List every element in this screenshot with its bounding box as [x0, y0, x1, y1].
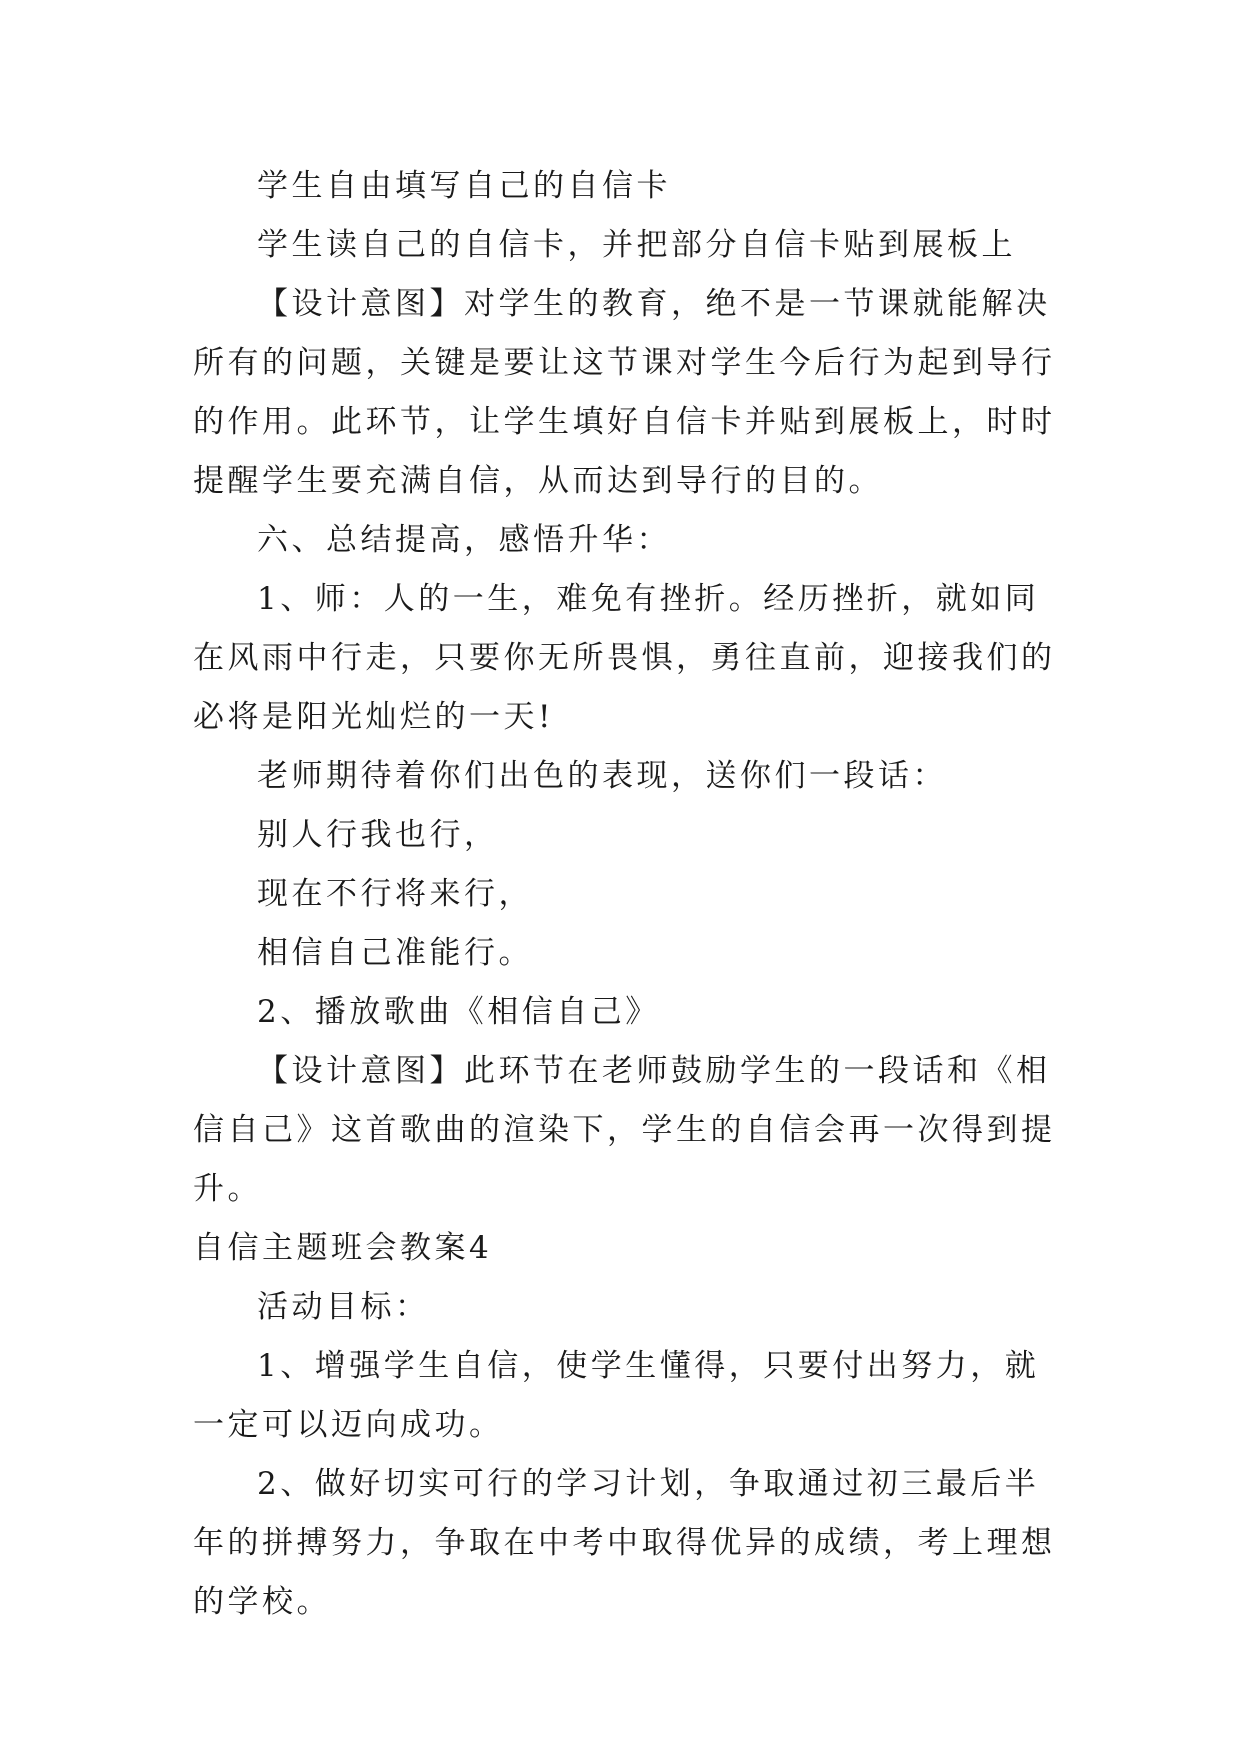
- paragraph: 【设计意图】此环节在老师鼓励学生的一段话和《相信自己》这首歌曲的渲染下，学生的自信会再一次得到提升。: [193, 1053, 1056, 1207]
- paragraph: 1、增强学生自信，使学生懂得，只要付出努力，就一定可以迈向成功。: [193, 1348, 1040, 1443]
- paragraph: 学生读自己的自信卡，并把部分自信卡贴到展板上: [257, 227, 1016, 263]
- paragraph: 学生自由填写自己的自信卡: [257, 168, 671, 204]
- paragraph: 活动目标：: [257, 1289, 430, 1325]
- paragraph: 相信自己准能行。: [257, 935, 533, 971]
- paragraph: 2、做好切实可行的学习计划，争取通过初三最后半年的拼搏努力，争取在中考中取得优异的成绩，考上理想的学校。: [193, 1466, 1056, 1620]
- document-body: [193, 157, 1063, 1632]
- paragraph: 1、师：人的一生，难免有挫折。经历挫折，就如同在风雨中行走，只要你无所畏惧，勇往直前，迎接我们的必将是阳光灿烂的一天!: [193, 581, 1056, 735]
- paragraph: 2、播放歌曲《相信自己》: [257, 994, 660, 1030]
- paragraph: 老师期待着你们出色的表现，送你们一段话：: [257, 758, 947, 794]
- paragraph: 别人行我也行，: [257, 817, 499, 853]
- section-heading: 自信主题班会教案4: [193, 1230, 493, 1266]
- paragraph: 现在不行将来行，: [257, 876, 533, 912]
- paragraph: 【设计意图】对学生的教育，绝不是一节课就能解决所有的问题，关键是要让这节课对学生今后行为起到导行的作用。此环节，让学生填好自信卡并贴到展板上，时时提醒学生要充满自信，从而达到导行的目的。: [193, 286, 1056, 499]
- paragraph: 六、总结提高，感悟升华：: [257, 522, 671, 558]
